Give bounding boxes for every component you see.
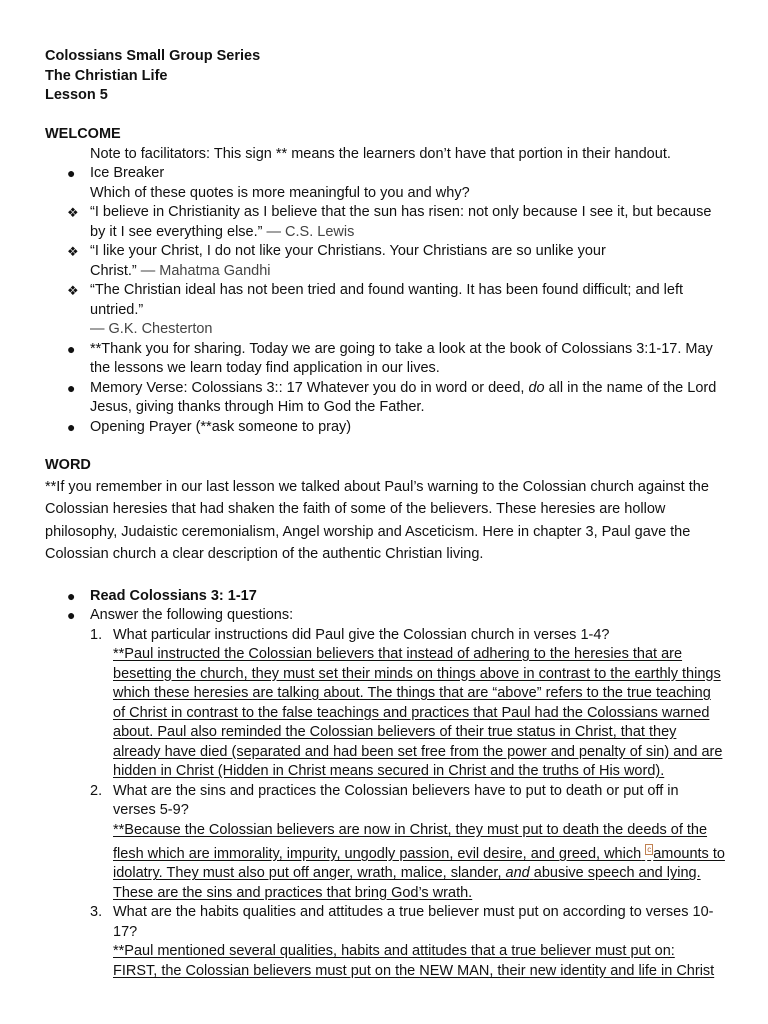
answer-part: abusive speech and lying. These are the sins and practices that bring God’s wrath. [113,865,701,901]
lesson-number: Lesson 5 [45,87,108,103]
thanks-text: **Thank you for sharing. Today we are going to take a look at the book of Colossians 3:1-17. May the lessons we learn today find application in our lives. [90,340,713,376]
bullet-icon: ● [67,587,76,604]
question-list [45,626,725,982]
list-item [45,379,725,418]
question-number: 3. [90,904,103,921]
diamond-bullet-icon: ❖ [67,205,79,220]
list-item [45,587,725,607]
answer-part: **Because the Colossian believers are now in Christ, they must put to death the deeds of the flesh which are immorality, impurity, ungodly passion, evil desire, and greed, which [113,821,708,862]
question-text: What are the sins and practices the Colossian believers have to put to death or put off in verses 5-9? [113,782,679,818]
question-text: What particular instructions did Paul give the Colossian church in verses 1-4? [113,626,610,643]
question-item [45,626,725,782]
quote-text: “The Christian ideal has not been tried and found wanting. It has been found difficult; and left untried.” [90,282,684,318]
opening-prayer-text: Opening Prayer (**ask someone to pray) [90,418,352,435]
quote-text: “I like your Christ, I do not like your Christians. Your Christians are so unlike your Christ.” [90,243,606,279]
bullet-icon: ● [67,418,76,435]
welcome-section [45,125,725,437]
ice-breaker-label: Ice Breaker [90,165,165,181]
quote-author: — C.S. Lewis [266,223,355,240]
question-item [45,903,725,981]
quote-text: “I believe in Christianity as I believe that the sun has risen: not only because I see it, but because by it I see everything else.” [90,204,712,240]
bullet-icon: ● [67,379,76,396]
series-subtitle: The Christian Life [45,67,168,84]
diamond-bullet-icon: ❖ [67,244,79,259]
memory-verse-emphasis: do [528,379,545,396]
quote-author: — Mahatma Gandhi [140,262,271,279]
quote-item [45,203,725,242]
answer-emphasis: and [505,865,530,882]
answer-text: **Paul instructed the Colossian believers that instead of adhering to the heresies that are besetting the church, they must set their minds on things above in contrast to the earthly things which these heresies are talking about. The things that are “above” refers to the true teaching of Christ in contrast to the false teachings and practices that Paul had the Colossians warned about. Paul also reminded the Colossian believers of their true status in Christ, that they already have died (separated and had been set free from the power and penalty of sin) and are hidden in Christ (Hidden in Christ means secured in Christ and the truths of His word). [113,646,723,779]
quote-author: — G.K. Chesterton [90,321,213,337]
list-item [45,606,725,626]
memory-verse-rest: all in the name of the Lord Jesus, giving thanks through Him to God the Father. [90,379,717,415]
diamond-bullet-icon: ❖ [67,283,79,298]
question-number: 1. [90,626,103,643]
quote-item [45,242,725,281]
welcome-heading: WELCOME [45,126,121,142]
footnote-marker[interactable]: c [647,845,652,854]
question-item [45,782,725,904]
answer-part: amounts to idolatry. They must also put off anger, wrath, malice, slander, [113,845,725,882]
answer-text: FIRST, the Colossian believers must put on the NEW MAN, their new identity and life in Christ [113,962,715,979]
bullet-icon: ● [67,165,76,181]
word-heading: WORD [45,457,91,473]
read-instruction: Read Colossians 3: 1-17 [90,587,257,604]
word-intro: **If you remember in our last lesson we talked about Paul’s warning to the Colossian church against the Colossian heresies that had shaken the faith of some of the believers. These heresies are hollow philosophy, Judaistic ceremonialism, Angel worship and Asceticism. Here in chapter 3, Paul gave the Colossian church a clear description of the authentic Christian living. [45,478,709,562]
ice-breaker-question: Which of these quotes is more meaningful to you and why? [90,184,470,201]
word-section [45,456,725,981]
list-item [45,418,725,438]
question-text: What are the habits qualities and attitudes a true believer must put on according to verses 10-17? [113,904,714,940]
document-header [45,47,260,106]
bullet-icon: ● [67,340,76,357]
memory-verse-text: Memory Verse: Colossians 3:: 17 Whatever you do in word or deed, [90,379,525,396]
quote-item [45,281,725,340]
question-number: 2. [90,782,103,799]
answer-text: **Paul mentioned several qualities, habits and attitudes that a true believer must put on: [113,943,675,960]
facilitator-note: Note to facilitators: This sign ** means the learners don’t have that portion in their handout. [90,145,671,162]
list-item [45,164,725,184]
answer-text [113,821,725,904]
list-item [45,340,725,379]
answer-instruction: Answer the following questions: [90,607,294,623]
bullet-icon: ● [67,607,76,623]
series-title: Colossians Small Group Series [45,48,261,64]
